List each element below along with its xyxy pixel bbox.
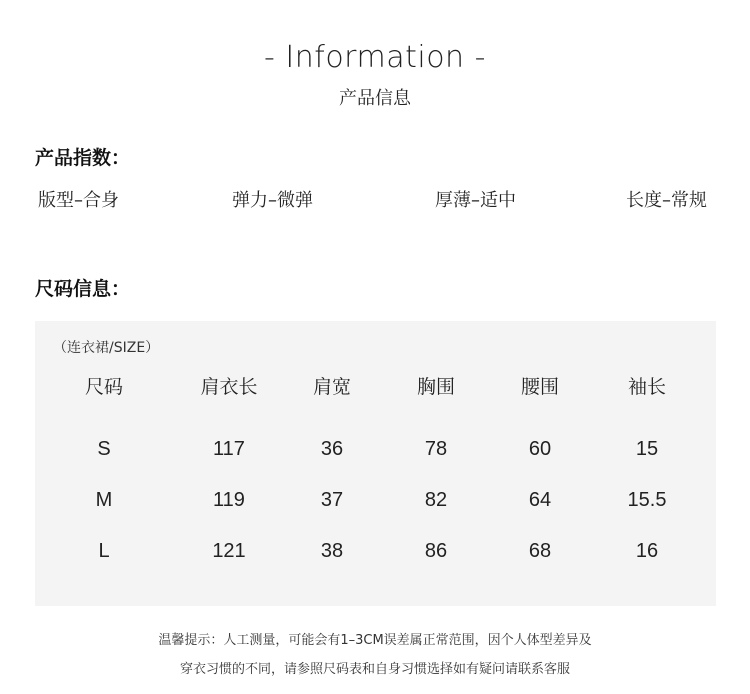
- table-cell: 78: [424, 438, 448, 460]
- table-cell: 64: [528, 489, 552, 511]
- page-title: - Information -: [264, 40, 486, 75]
- table-cell-size: L: [98, 540, 110, 562]
- col-header-bust: 胸围: [416, 376, 455, 398]
- col-header-sleeve: 袖长: [627, 376, 666, 398]
- index-item-thickness: 厚薄–适中: [435, 190, 516, 211]
- size-table-note: （连衣裙/SIZE）: [53, 340, 160, 356]
- table-cell: 16: [635, 540, 659, 562]
- table-cell: 37: [320, 489, 344, 511]
- col-header-length: 肩衣长: [200, 376, 258, 398]
- product-index-list: [0, 186, 750, 212]
- index-item-elasticity: 弹力–微弹: [232, 190, 313, 211]
- index-item-fit: 版型–合身: [38, 190, 119, 211]
- table-cell: 15.5: [627, 489, 667, 511]
- table-cell: 117: [213, 438, 245, 460]
- size-info-heading: 尺码信息：: [35, 278, 131, 300]
- col-header-size: 尺码: [84, 376, 123, 398]
- table-cell: 86: [424, 540, 448, 562]
- page-subtitle: 产品信息: [339, 88, 411, 109]
- size-table-panel: [35, 321, 716, 606]
- table-cell: 36: [320, 438, 344, 460]
- table-cell: 119: [213, 489, 245, 511]
- col-header-waist: 腰围: [520, 376, 559, 398]
- table-cell: 121: [212, 540, 246, 562]
- table-cell-size: M: [95, 489, 113, 511]
- table-cell: 15: [635, 438, 659, 460]
- table-cell: 82: [424, 489, 448, 511]
- col-header-shoulder: 肩宽: [312, 376, 351, 398]
- table-cell-size: S: [97, 438, 111, 460]
- table-cell: 60: [528, 438, 552, 460]
- table-cell: 68: [528, 540, 552, 562]
- index-item-length: 长度–常规: [626, 190, 707, 211]
- tip-line-1: 温馨提示：人工测量，可能会有1–3CM误差属正常范围，因个人体型差异及: [158, 633, 592, 648]
- tip-line-2: 穿衣习惯的不同，请参照尺码表和自身习惯选择如有疑问请联系客服: [179, 662, 570, 677]
- product-index-heading: 产品指数：: [35, 147, 131, 169]
- table-cell: 38: [320, 540, 344, 562]
